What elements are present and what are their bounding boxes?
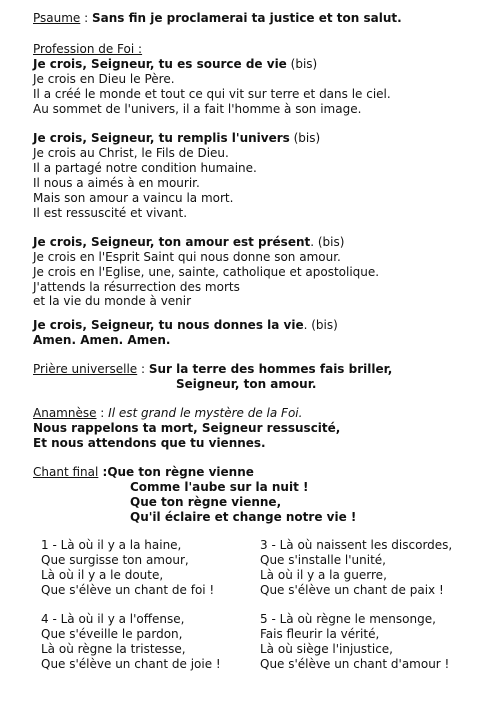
- bis-mark: (bis): [289, 131, 321, 145]
- chant-refrain-line: [130, 495, 281, 510]
- anamnese-line-2: [33, 421, 340, 436]
- psaume-label: Psaume: [33, 11, 81, 25]
- chant-final-label: Chant final: [33, 465, 99, 479]
- couplet-line: Que s'installe l'unité,: [260, 553, 386, 567]
- anamnese-label: Anamnèse: [33, 406, 97, 420]
- psaume-line: [33, 11, 402, 26]
- couplet-line: Là où siège l'injustice,: [260, 642, 393, 656]
- refrain-text: Je crois, Seigneur, tu remplis l'univers: [33, 131, 290, 145]
- refrain-text: Je crois, Seigneur, ton amour est présent: [33, 235, 311, 249]
- bis-mark: . (bis): [310, 235, 345, 249]
- profession-heading: Profession de Foi :: [33, 42, 143, 56]
- strophe-line: Mais son amour a vaincu la mort.: [33, 191, 234, 205]
- couplet-line: Que s'élève un chant de paix !: [260, 583, 444, 597]
- strophe-line: Il a partagé notre condition humaine.: [33, 161, 257, 175]
- amen-text: Amen. Amen. Amen.: [33, 333, 171, 347]
- strophe-line: Au sommet de l'univers, il a fait l'homme à son image.: [33, 102, 362, 116]
- anamnese-text-2: Et nous attendons que tu viennes.: [33, 436, 266, 450]
- priere-line-2: [176, 377, 316, 392]
- chant-refrain-2: Comme l'aube sur la nuit !: [130, 480, 309, 494]
- couplet-line: 4 - Là où il y a l'offense,: [41, 612, 185, 626]
- couplet-line: Là où il y a le doute,: [41, 568, 164, 582]
- couplet-line: Que surgisse ton amour,: [41, 553, 189, 567]
- couplet-line: Là où il y a la guerre,: [260, 568, 387, 582]
- psaume-text: Sans fin je proclamerai ta justice et ton salut.: [91, 11, 402, 25]
- couplet-line: 3 - Là où naissent les discordes,: [260, 538, 453, 552]
- strophe-line: Il est ressuscité et vivant.: [33, 206, 188, 220]
- strophe-line: Je crois au Christ, le Fils de Dieu.: [33, 146, 229, 160]
- couplet-line: Que s'élève un chant d'amour !: [260, 657, 450, 671]
- couplet-line: Là où règne la tristesse,: [41, 642, 186, 656]
- strophe-line: Je crois en l'Eglise, une, sainte, catholique et apostolique.: [33, 265, 380, 279]
- refrain-text: Je crois, Seigneur, tu nous donnes la vie: [33, 318, 304, 332]
- chant-final-line: [33, 465, 254, 480]
- strophe-line: Il nous a aimés à en mourir.: [33, 176, 200, 190]
- strophe-line: Il a créé le monde et tout ce qui vit sur terre et dans le ciel.: [33, 87, 391, 101]
- refrain-text: Je crois, Seigneur, tu es source de vie: [33, 57, 287, 71]
- couplet-5: [260, 612, 449, 672]
- strophe-2-refrain: [33, 131, 320, 146]
- priere-text-2: Seigneur, ton amour.: [176, 377, 317, 391]
- strophe-1-refrain: [33, 57, 317, 72]
- chant-refrain-4: Qu'il éclaire et change notre vie !: [130, 510, 357, 524]
- priere-text-1: Sur la terre des hommes fais briller,: [148, 362, 393, 376]
- anamnese-intro: Il est grand le mystère de la Foi.: [108, 406, 303, 420]
- couplet-3: [260, 538, 452, 598]
- priere-label: Prière universelle: [33, 362, 138, 376]
- couplet-line: 5 - Là où règne le mensonge,: [260, 612, 436, 626]
- amen-line: [33, 333, 170, 348]
- strophe-line: Je crois en Dieu le Père.: [33, 72, 175, 86]
- anamnese-line: [33, 406, 302, 421]
- couplet-line: Fais fleurir la vérité,: [260, 627, 380, 641]
- anamnese-line-3: [33, 436, 266, 451]
- couplet-1: [41, 538, 214, 598]
- chant-final-sep: :: [98, 465, 108, 479]
- final-refrain: [33, 318, 338, 333]
- strophe-3-refrain: [33, 235, 344, 250]
- anamnese-text-1: Nous rappelons ta mort, Seigneur ressuscité,: [33, 421, 341, 435]
- chant-refrain-1: Que ton règne vienne: [107, 465, 254, 479]
- chant-refrain-line: [130, 510, 356, 525]
- chant-refrain-line: [130, 480, 308, 495]
- couplet-line: 1 - Là où il y a la haine,: [41, 538, 182, 552]
- strophe-line: J'attends la résurrection des morts: [33, 280, 240, 294]
- bis-mark: (bis): [286, 57, 318, 71]
- couplet-line: Que s'éveille le pardon,: [41, 627, 183, 641]
- strophe-line: et la vie du monde à venir: [33, 294, 192, 308]
- bis-mark: . (bis): [303, 318, 338, 332]
- couplet-line: Que s'élève un chant de foi !: [41, 583, 215, 597]
- couplet-4: [41, 612, 221, 672]
- anamnese-sep: :: [96, 406, 109, 420]
- chant-refrain-3: Que ton règne vienne,: [130, 495, 282, 509]
- strophe-line: Je crois en l'Esprit Saint qui nous donne son amour.: [33, 250, 341, 264]
- psaume-sep: :: [80, 11, 92, 25]
- priere-line: [33, 362, 392, 377]
- couplet-line: Que s'élève un chant de joie !: [41, 657, 221, 671]
- priere-sep: :: [137, 362, 149, 376]
